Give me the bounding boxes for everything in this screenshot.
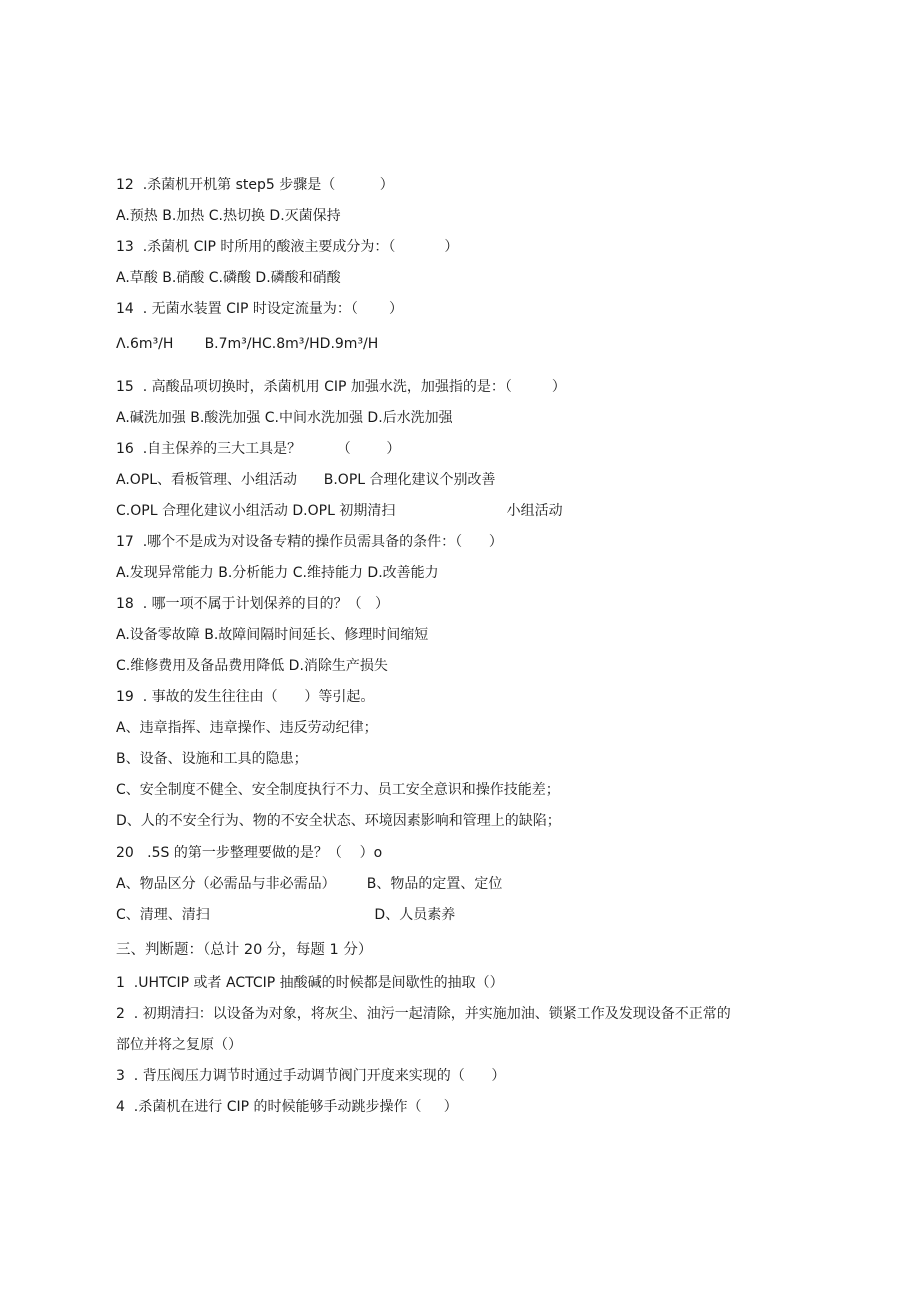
question-19-option-a: A、违章指挥、违章操作、违反劳动纪律； [116,720,378,736]
question-19-option-d: D、人的不安全行为、物的不安全状态、环境因素影响和管理上的缺陷； [116,813,561,829]
question-17-stem: 17 .哪个不是成为对设备专精的操作员需具备的条件：（ ） [116,534,503,550]
question-12-options: A.预热 B.加热 C.热切换 D.灭菌保持 [116,208,341,224]
question-18-options-line2: C.维修费用及备品费用降低 D.消除生产损失 [116,658,388,674]
judgment-item-2-continued: 部位并将之复原（） [116,1037,242,1053]
judgment-item-1: 1 .UHTCIP 或者 ACTCIP 抽酸碱的时候都是间歇性的抽取（） [116,975,504,991]
question-14-options: Λ.6m³/H B.7m³/HC.8m³/HD.9m³/H [116,336,379,352]
question-18-options-line1: A.设备零故障 B.故障间隔时间延长、修理时间缩短 [116,627,429,643]
question-19-option-c: C、安全制度不健全、安全制度执行不力、员工安全意识和操作技能差； [116,782,560,798]
judgment-item-2: 2 . 初期清扫：以设备为对象，将灰尘、油污一起清除，并实施加油、锁紧工作及发现设备不正常的 [116,1006,731,1022]
question-16-stem: 16 .自主保养的三大工具是？ （ ） [116,441,401,457]
question-20-options-line2: C、清理、清扫 D、人员素养 [116,907,456,923]
question-20-options-line1: A、物品区分（必需品与非必需品） B、物品的定置、定位 [116,876,503,892]
question-13-stem: 13 .杀菌机 CIP 时所用的酸液主要成分为：（ ） [116,239,459,255]
question-12-stem: 12 .杀菌机开机第 step5 步骤是（ ） [116,177,394,193]
question-17-options: A.发现异常能力 B.分析能力 C.维持能力 D.改善能力 [116,565,439,581]
question-18-stem: 18 . 哪一项不属于计划保养的目的？（ ） [116,596,389,612]
question-14-stem: 14 . 无菌水装置 CIP 时设定流量为：（ ） [116,301,404,317]
question-19-option-b: B、设备、设施和工具的隐患； [116,751,308,767]
question-13-options: A.草酸 B.硝酸 C.磷酸 D.磷酸和硝酸 [116,270,341,286]
question-20-stem: 20 .5S 的第一步整理要做的是？（ ）o [116,845,383,861]
judgment-item-3: 3 . 背压阀压力调节时通过手动调节阀门开度来实现的（ ） [116,1068,506,1084]
question-15-options: A.碱洗加强 B.酸洗加强 C.中间水洗加强 D.后水洗加强 [116,410,453,426]
judgment-item-4: 4 .杀菌机在进行 CIP 的时候能够手动跳步操作（ ） [116,1099,458,1115]
question-19-stem: 19 . 事故的发生往往由（ ）等引起。 [116,689,375,705]
question-16-options-line2: C.OPL 合理化建议小组活动 D.OPL 初期清扫 小组活动 [116,503,563,519]
question-15-stem: 15 . 高酸品项切换时，杀菌机用 CIP 加强水洗，加强指的是：（ ） [116,379,566,395]
section-3-heading: 三、判断题：（总计 20 分，每题 1 分） [116,942,373,958]
question-16-options-line1: A.OPL、看板管理、小组活动 B.OPL 合理化建议个别改善 [116,472,496,488]
